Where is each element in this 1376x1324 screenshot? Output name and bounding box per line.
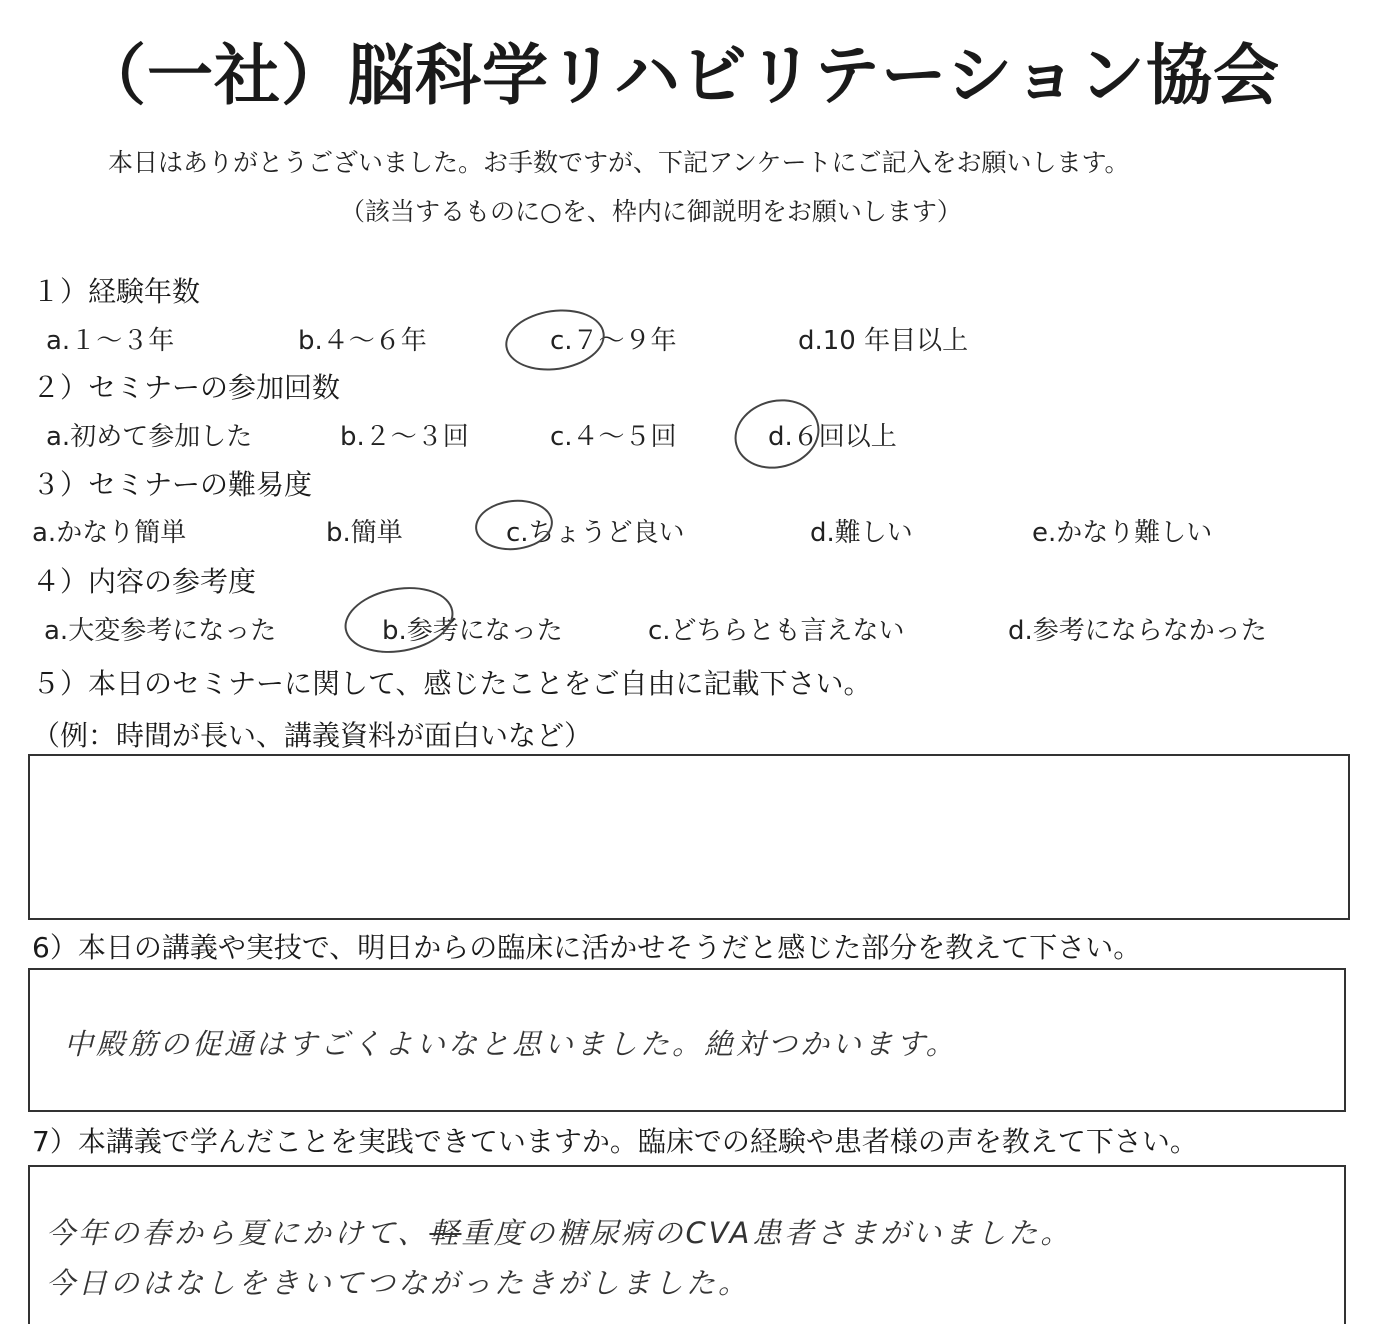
q2-selection-circle (727, 390, 828, 478)
intro-line-2: （該当するものに○を、枠内に御説明をお願いします） (340, 197, 962, 226)
q3-option-a[interactable]: a.かなり簡単 (32, 518, 187, 548)
q7-answer-line-1-end: 重度の糖尿病のCVA患者さまがいました。 (461, 1216, 1073, 1250)
q4-selection-circle (339, 579, 458, 661)
q7-answer-line-1 (46, 1211, 1072, 1252)
q5-example: （例：時間が長い、講義資料が面白いなど） (32, 719, 593, 752)
q4-option-c[interactable]: c.どちらとも言えない (648, 616, 905, 646)
q1-option-c[interactable]: c.７～９年 (550, 326, 677, 356)
q1-label: １）経験年数 (32, 275, 201, 308)
q1-option-d[interactable]: d.10 年目以上 (798, 326, 969, 356)
q1-selection-circle (501, 303, 608, 376)
q7-answer-line-1-start: 今年の春から夏にかけて、 (46, 1216, 430, 1250)
q3-option-d[interactable]: d.難しい (810, 518, 913, 548)
q4-label: ４）内容の参考度 (32, 565, 257, 598)
q6-answer-text: 中殿筋の促通はすごくよいなと思いました。絶対つかいます。 (64, 1027, 958, 1061)
q6-answer-box[interactable] (28, 968, 1346, 1112)
q5-label: ５）本日のセミナーに関して、感じたことをご自由に記載下さい。 (32, 667, 872, 700)
q5-answer-box[interactable] (28, 754, 1350, 920)
q3-option-b[interactable]: b.簡単 (326, 518, 403, 548)
q4-option-a[interactable]: a.大変参考になった (44, 616, 277, 646)
q4-option-b[interactable]: b.参考になった (382, 616, 563, 646)
intro-line-1: 本日はありがとうございました。お手数ですが、下記アンケートにご記入をお願いします。 (108, 148, 1130, 177)
q7-label: 7）本講義で学んだことを実践できていますか。臨床での経験や患者様の声を教えて下さい。 (32, 1125, 1198, 1158)
q2-option-b[interactable]: b.２～３回 (340, 422, 469, 452)
q2-option-c[interactable]: c.４～５回 (550, 422, 677, 452)
q3-option-c[interactable]: c.ちょうど良い (506, 518, 685, 548)
q3-label: ３）セミナーの難易度 (32, 468, 313, 501)
q7-answer-box[interactable] (28, 1165, 1346, 1324)
q2-option-d[interactable]: d.６回以上 (768, 422, 897, 452)
q2-label: ２）セミナーの参加回数 (32, 371, 341, 404)
q7-answer-struck: 軽 (429, 1216, 462, 1250)
q3-option-e[interactable]: e.かなり難しい (1032, 518, 1213, 548)
q2-option-a[interactable]: a.初めて参加した (46, 422, 253, 452)
q7-answer-line-2: 今日のはなしをきいてつながったきがしました。 (46, 1266, 751, 1300)
q1-option-b[interactable]: b.４～６年 (298, 326, 427, 356)
q4-option-d[interactable]: d.参考にならなかった (1008, 616, 1267, 646)
survey-title: （一社）脳科学リハビリテーション協会 (80, 37, 1281, 114)
q6-label: 6）本日の講義や実技で、明日からの臨床に活かせそうだと感じた部分を教えて下さい。 (32, 931, 1142, 964)
q1-option-a[interactable]: a.１～３年 (46, 326, 175, 356)
